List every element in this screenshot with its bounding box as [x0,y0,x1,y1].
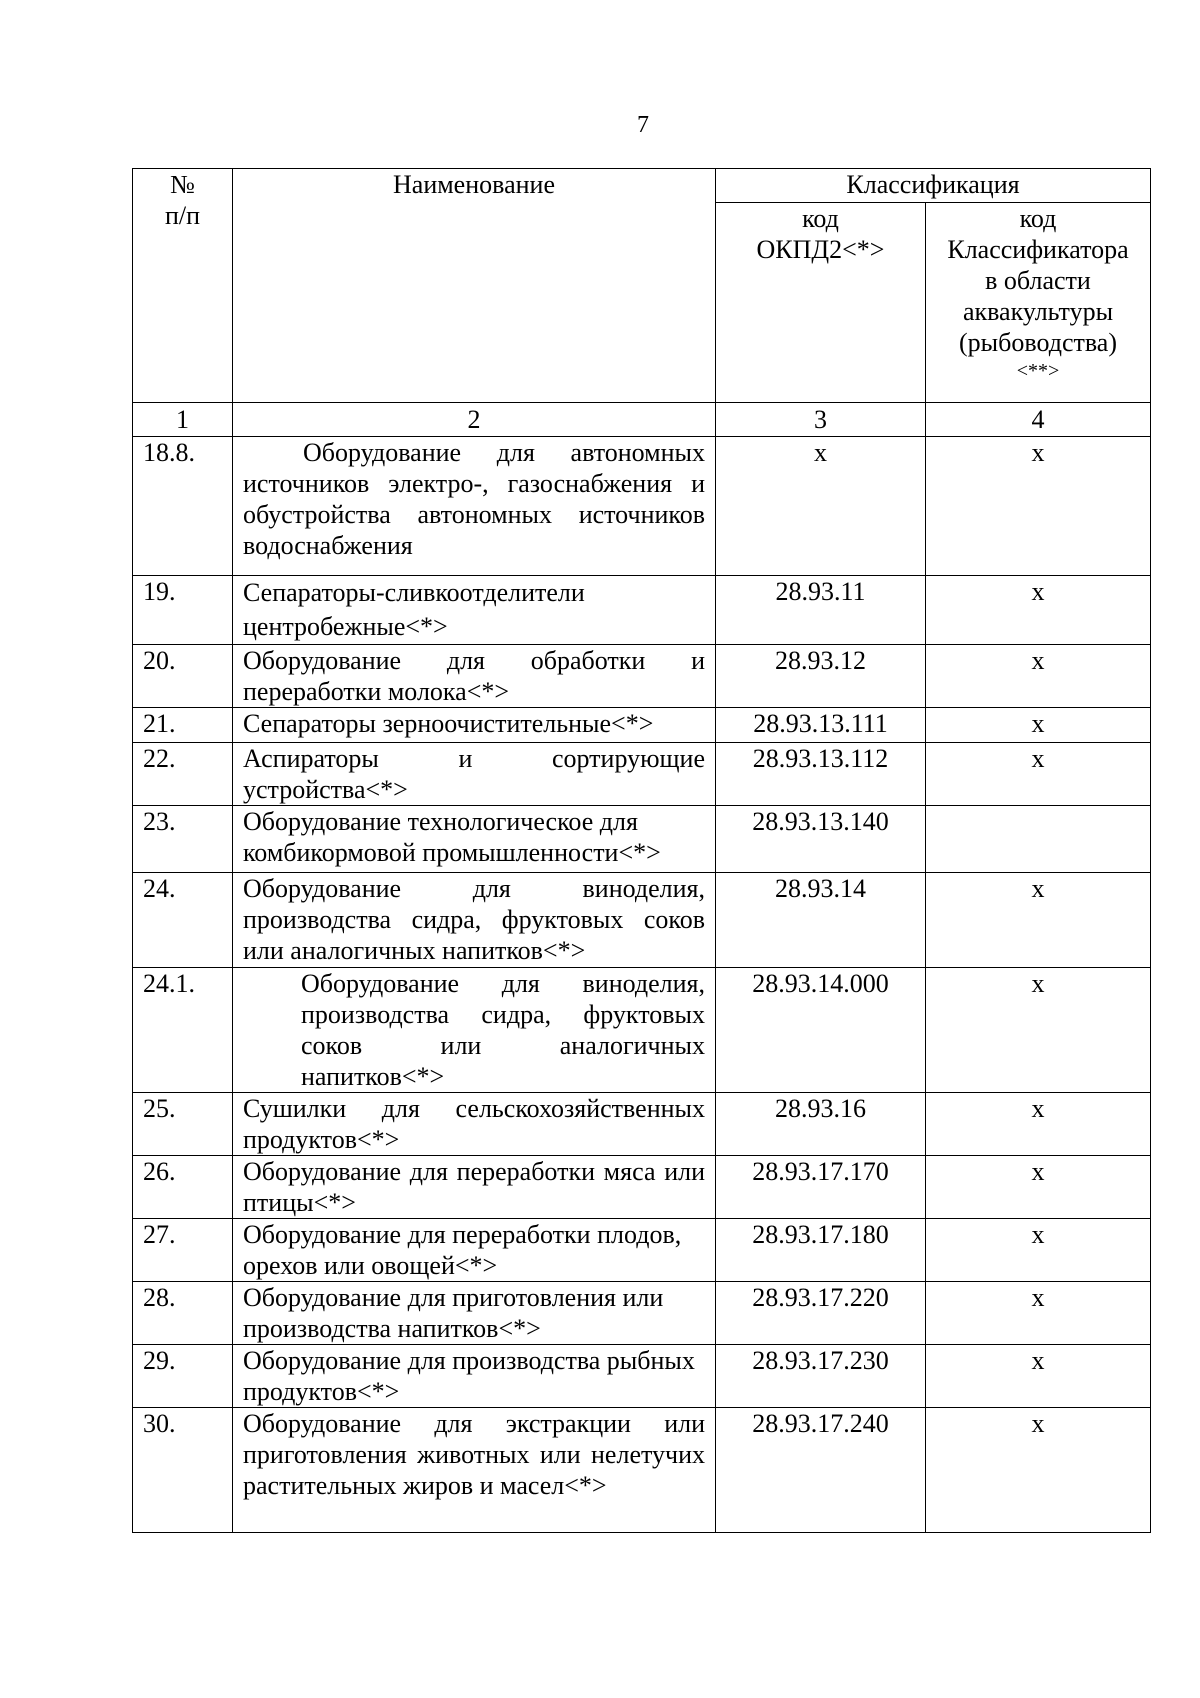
row-aquaculture-code: x [926,1093,1151,1156]
table-row [133,1093,1151,1156]
row-number: 19. [133,576,233,645]
row-name: Оборудование для переработки плодов, орехов или овощей<*> [233,1219,716,1282]
header-okpd2-line1: код [802,204,839,233]
row-aquaculture-code: x [926,645,1151,708]
table-row [133,806,1151,873]
table-row [133,1219,1151,1282]
header-aquaculture-line6: <**> [1016,360,1060,382]
row-number: 24. [133,873,233,968]
header-name: Наименование [233,169,716,403]
table-row [133,1345,1151,1408]
header-aquaculture [926,203,1151,403]
header-aquaculture-line3: в области [985,266,1091,295]
row-aquaculture-code: x [926,1408,1151,1533]
row-okpd2-code: 28.93.11 [716,576,926,645]
row-number: 20. [133,645,233,708]
page-number: 7 [637,112,649,138]
header-aquaculture-line4: аквакультуры [962,297,1114,326]
header-number-line2: п/п [164,201,201,230]
row-name: Аспираторы и сортирующие устройства<*> [233,743,716,806]
row-number: 23. [133,806,233,873]
row-aquaculture-code: x [926,1219,1151,1282]
row-aquaculture-code: x [926,743,1151,806]
column-number: 1 [133,403,233,437]
row-okpd2-code: 28.93.17.240 [716,1408,926,1533]
row-okpd2-code: 28.93.12 [716,645,926,708]
table-header-row [133,169,1151,203]
row-okpd2-code: 28.93.14 [716,873,926,968]
row-okpd2-code: 28.93.17.230 [716,1345,926,1408]
row-number: 24.1. [133,968,233,1093]
table-row [133,576,1151,645]
row-okpd2-code: 28.93.16 [716,1093,926,1156]
row-okpd2-code: 28.93.13.140 [716,806,926,873]
row-name: Оборудование для приготовления или производства напитков<*> [233,1282,716,1345]
row-number: 27. [133,1219,233,1282]
row-name: Оборудование для обработки и переработки молока<*> [233,645,716,708]
row-name: Оборудование для виноделия, производства сидра, фруктовых соков или аналогичных напитков<*> [233,968,716,1093]
row-name: Оборудование для экстракции или приготовления животных или нелетучих растительных жиров и масел<*> [233,1408,716,1533]
column-number: 4 [926,403,1151,437]
table-row [133,968,1151,1093]
row-name: Оборудование для переработки мяса или птицы<*> [233,1156,716,1219]
table-row [133,1282,1151,1345]
row-aquaculture-code: x [926,708,1151,743]
row-name: Сепараторы-сливкоотделители центробежные<*> [233,576,716,645]
row-okpd2-code: 28.93.13.112 [716,743,926,806]
row-number: 22. [133,743,233,806]
row-number: 29. [133,1345,233,1408]
row-number: 21. [133,708,233,743]
table-row [133,1156,1151,1219]
table-row [133,708,1151,743]
row-name: Оборудование технологическое для комбикормовой промышленности<*> [233,806,716,873]
row-aquaculture-code: x [926,968,1151,1093]
row-number: 28. [133,1282,233,1345]
row-name: Оборудование для виноделия, производства сидра, фруктовых соков или аналогичных напитков<*> [233,873,716,968]
table-row [133,645,1151,708]
row-aquaculture-code: x [926,873,1151,968]
row-okpd2-code: 28.93.17.170 [716,1156,926,1219]
row-aquaculture-code: x [926,1345,1151,1408]
row-aquaculture-code: x [926,576,1151,645]
header-number-line1: № [170,170,195,199]
header-aquaculture-line2: Классификатора [947,235,1129,264]
row-name: Сепараторы зерноочистительные<*> [233,708,716,743]
column-number: 3 [716,403,926,437]
header-okpd2-line2: ОКПД2<*> [756,235,885,264]
row-number: 25. [133,1093,233,1156]
row-okpd2-code: x [716,437,926,576]
table-row [133,873,1151,968]
row-okpd2-code: 28.93.13.111 [716,708,926,743]
table-row [133,743,1151,806]
classification-table [132,168,1151,1533]
row-number: 18.8. [133,437,233,576]
row-number: 30. [133,1408,233,1533]
header-number [133,169,233,403]
table-row [133,1408,1151,1533]
header-aquaculture-line1: код [1019,204,1057,233]
row-name: Сушилки для сельскохозяйственных продуктов<*> [233,1093,716,1156]
header-aquaculture-line5: (рыбоводства) [959,328,1117,357]
row-name: Оборудование для производства рыбных продуктов<*> [233,1345,716,1408]
row-name: Оборудование для автономных источников электро-, газоснабжения и обустройства автономных источников водоснабжения [233,437,716,576]
header-classification: Классификация [716,169,1151,203]
row-aquaculture-code [926,806,1151,873]
row-aquaculture-code: x [926,1156,1151,1219]
row-okpd2-code: 28.93.17.220 [716,1282,926,1345]
column-number-row [133,403,1151,437]
row-okpd2-code: 28.93.17.180 [716,1219,926,1282]
table-row [133,437,1151,576]
row-aquaculture-code: x [926,1282,1151,1345]
column-number: 2 [233,403,716,437]
row-number: 26. [133,1156,233,1219]
header-okpd2 [716,203,926,403]
row-aquaculture-code: x [926,437,1151,576]
row-okpd2-code: 28.93.14.000 [716,968,926,1093]
